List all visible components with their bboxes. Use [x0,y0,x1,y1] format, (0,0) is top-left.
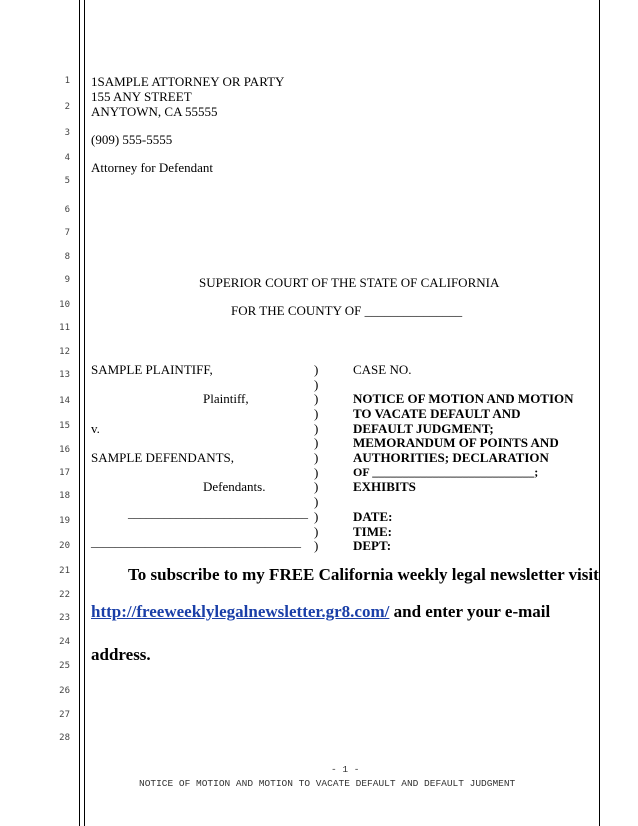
line-number: 9 [64,275,70,285]
attorney-city: ANYTOWN, CA 55555 [91,104,218,119]
line-number: 8 [64,252,70,262]
line-number: 11 [59,323,70,333]
line-number: 1 [64,76,70,86]
caption-paren: ) [314,479,319,494]
caption-paren: ) [314,509,319,524]
caption-paren: ) [314,450,319,465]
line-number: 7 [64,228,70,238]
line-number: 21 [59,566,70,576]
newsletter-line-3: address. [91,645,151,664]
line-number: 28 [59,733,70,743]
line-number: 5 [64,176,70,186]
court-name: SUPERIOR COURT OF THE STATE OF CALIFORNIA [199,275,500,290]
case-number: CASE NO. [353,362,412,377]
line-number: 10 [59,300,70,310]
caption-blank-line-1: ______________________________ [128,506,308,520]
versus: v. [91,421,100,436]
document-title-line-7: EXHIBITS [353,479,416,494]
line-number: 19 [59,516,70,526]
defendants-name: SAMPLE DEFENDANTS, [91,450,235,465]
plaintiff-name: SAMPLE PLAINTIFF, [91,362,213,377]
hearing-date: DATE: [353,509,393,524]
defendants-role: Defendants. [203,479,266,494]
caption-paren: ) [314,406,319,421]
attorney-street: 155 ANY STREET [91,89,192,104]
line-number: 24 [59,637,70,647]
right-margin-line [599,0,600,826]
footer-page-number: - 1 - [331,764,360,775]
attorney-phone: (909) 555-5555 [91,132,173,147]
caption-blank-line-2: ___________________________________ [91,535,301,549]
caption-paren: ) [314,465,319,480]
attorney-name: 1SAMPLE ATTORNEY OR PARTY [91,74,285,89]
line-number: 14 [59,396,70,406]
line-number: 27 [59,710,70,720]
caption-paren: ) [314,538,319,553]
left-margin-line-inner [84,0,85,826]
caption-paren: ) [314,421,319,436]
line-number: 2 [64,102,70,112]
line-number: 12 [59,347,70,357]
line-number: 20 [59,541,70,551]
court-county: FOR THE COUNTY OF _______________ [231,303,463,318]
line-number: 26 [59,686,70,696]
line-number: 6 [64,205,70,215]
newsletter-line-2-rest: and enter your e-mail [389,602,551,621]
line-number: 16 [59,445,70,455]
caption-paren: ) [314,435,319,450]
line-number: 17 [59,468,70,478]
newsletter-link[interactable]: http://freeweeklylegalnewsletter.gr8.com/ [91,602,390,621]
line-number: 25 [59,661,70,671]
hearing-dept: DEPT: [353,538,392,553]
caption-paren: ) [314,524,319,539]
attorney-role: Attorney for Defendant [91,160,214,175]
caption-paren: ) [314,362,319,377]
caption-paren: ) [314,494,319,509]
newsletter-line-2 [91,602,550,622]
document-title-line-6: OF ___________________________; [353,465,539,479]
line-number: 22 [59,590,70,600]
document-title-line-3: DEFAULT JUDGMENT; [353,421,494,436]
hearing-time: TIME: [353,524,392,539]
caption-paren: ) [314,377,319,392]
line-number: 4 [64,153,70,163]
plaintiff-role: Plaintiff, [203,391,249,406]
caption-paren: ) [314,391,319,406]
line-number: 23 [59,613,70,623]
left-margin-line-outer [79,0,80,826]
newsletter-line-1: To subscribe to my FREE California weekly legal newsletter visit [128,565,599,584]
line-number: 13 [59,370,70,380]
document-title-line-2: TO VACATE DEFAULT AND [353,406,521,421]
line-number: 3 [64,128,70,138]
line-number: 18 [59,491,70,501]
document-title-line-5: AUTHORITIES; DECLARATION [353,450,549,465]
line-number: 15 [59,421,70,431]
footer-title: NOTICE OF MOTION AND MOTION TO VACATE DEFAULT AND DEFAULT JUDGMENT [139,778,516,789]
document-title-line-4: MEMORANDUM OF POINTS AND [353,435,559,450]
document-title-line-1: NOTICE OF MOTION AND MOTION [353,391,574,406]
